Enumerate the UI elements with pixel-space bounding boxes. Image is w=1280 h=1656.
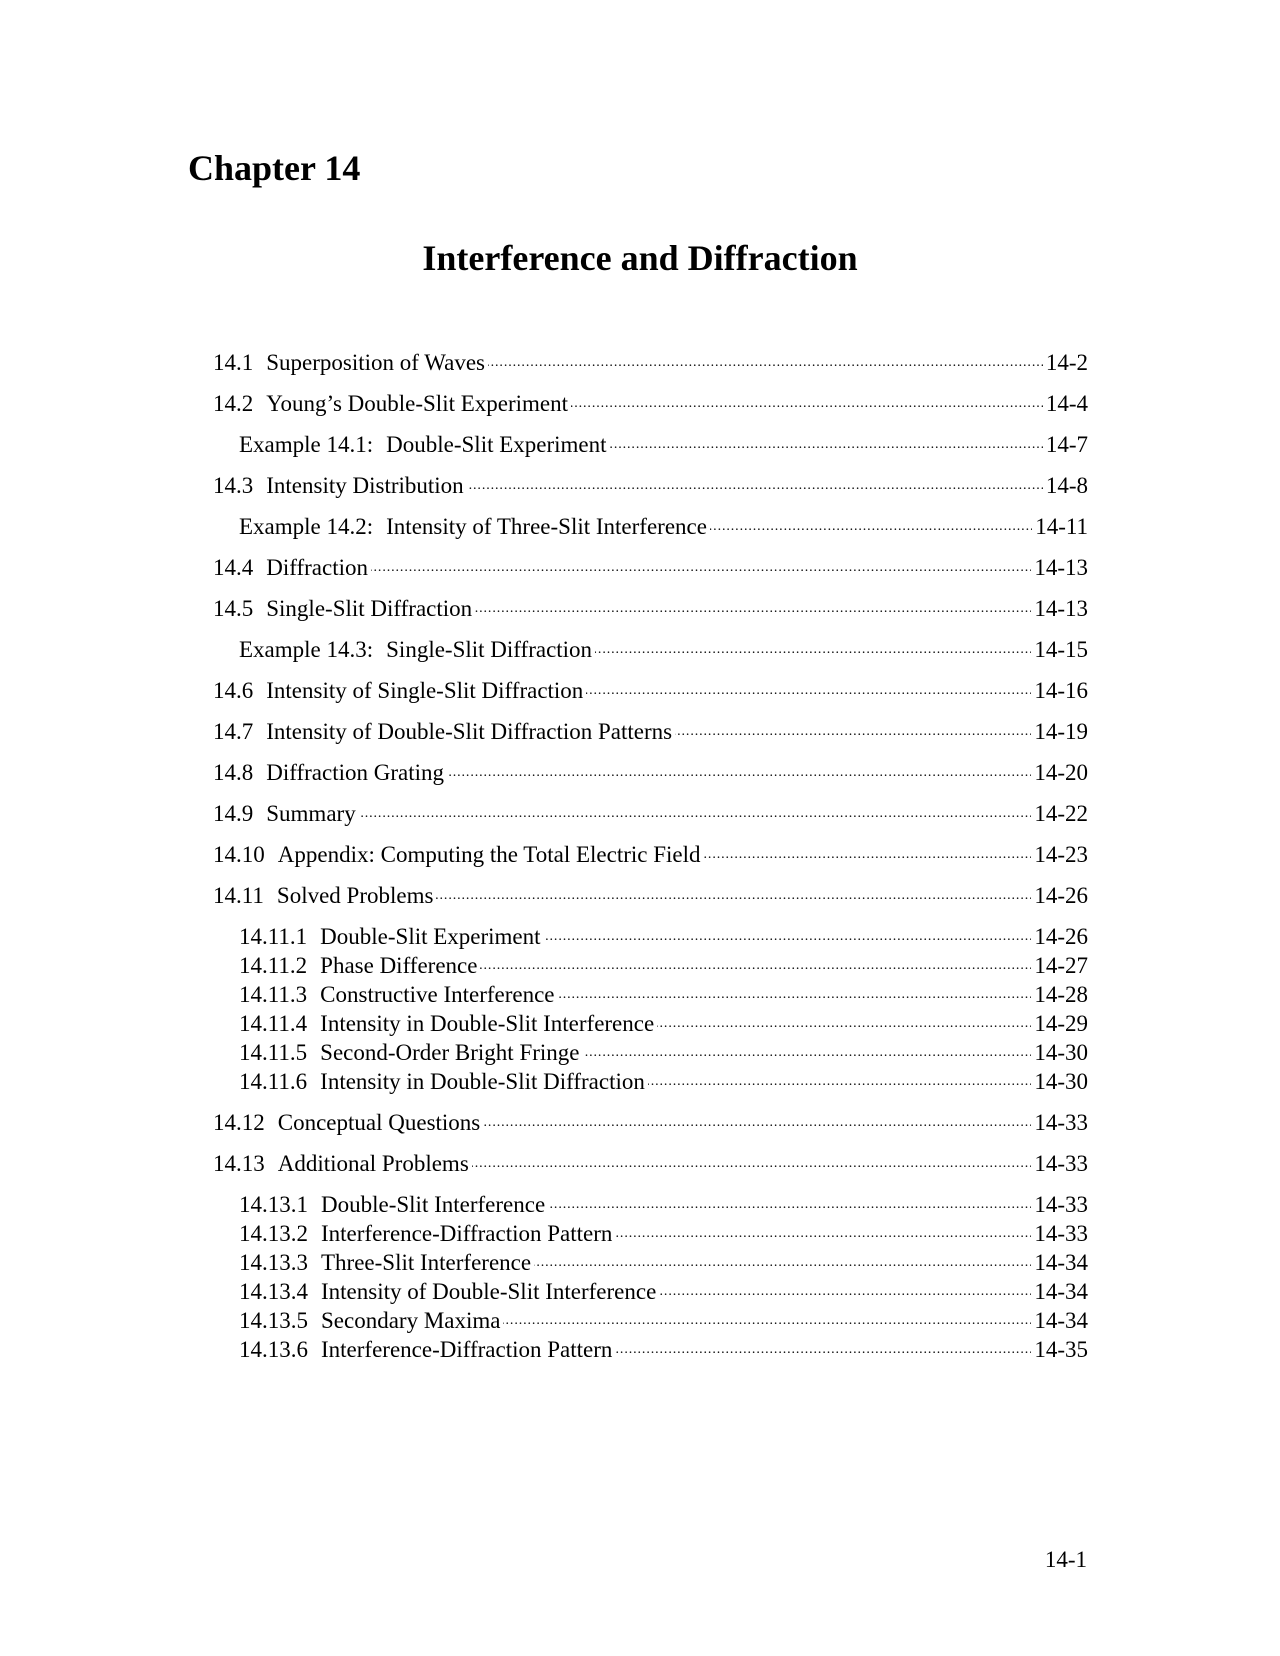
toc-entry-title: Intensity Distribution (266, 473, 464, 498)
toc-entry-title: Additional Problems (277, 1151, 469, 1176)
toc-entry[interactable] (213, 881, 1088, 910)
toc-entry-number: 14.13.5 (239, 1308, 308, 1333)
toc-entry-title: Diffraction (266, 555, 369, 580)
toc-entry[interactable] (213, 553, 1088, 582)
toc-entry-page: 14-26 (1034, 883, 1088, 908)
toc-entry-page: 14-29 (1034, 1011, 1088, 1036)
toc-entry-title: Intensity in Double-Slit Interference (320, 1011, 655, 1036)
toc-entry[interactable] (213, 430, 1088, 459)
toc-entry-title: Intensity of Single-Slit Diffraction (266, 678, 584, 703)
toc-entry-page: 14-20 (1034, 760, 1088, 785)
toc-dot-leader (475, 597, 1031, 617)
toc-dot-leader (488, 351, 1043, 371)
toc-dot-leader (571, 392, 1043, 412)
toc-entry[interactable] (213, 348, 1088, 377)
toc-entry-page: 14-33 (1034, 1110, 1088, 1135)
toc-entry-number: 14.3 (213, 473, 254, 498)
toc-entry[interactable] (213, 1038, 1088, 1067)
toc-entry[interactable] (213, 1149, 1088, 1178)
toc-entry-title: Intensity of Double-Slit Interference (321, 1279, 657, 1304)
toc-entry-title: Double-Slit Experiment (320, 924, 541, 949)
toc-dot-leader (447, 761, 1031, 781)
toc-entry-page: 14-15 (1034, 637, 1088, 662)
toc-entry-number: 14.11.4 (239, 1011, 308, 1036)
toc-entry-title: Second-Order Bright Fringe (320, 1040, 580, 1065)
toc-entry[interactable] (213, 1306, 1088, 1335)
toc-dot-leader (558, 983, 1032, 1003)
toc-entry-page: 14-8 (1045, 473, 1088, 498)
toc-dot-leader (704, 843, 1032, 863)
toc-entry[interactable] (213, 1248, 1088, 1277)
toc-entry-number: 14.13 (213, 1151, 265, 1176)
toc-entry-number: 14.11.5 (239, 1040, 308, 1065)
toc-entry[interactable] (213, 676, 1088, 705)
toc-entry[interactable] (213, 1190, 1088, 1219)
toc-entry-page: 14-33 (1034, 1221, 1088, 1246)
toc-dot-leader (534, 1251, 1031, 1271)
toc-entry-number: 14.13.1 (239, 1192, 308, 1217)
toc-entry-number: Example 14.2: (239, 514, 374, 539)
toc-entry[interactable] (213, 471, 1088, 500)
toc-entry-title: Secondary Maxima (321, 1308, 501, 1333)
toc-entry-page: 14-33 (1034, 1192, 1088, 1217)
toc-dot-leader (675, 720, 1031, 740)
toc-entry-page: 14-34 (1034, 1279, 1088, 1304)
toc-dot-leader (467, 474, 1043, 494)
toc-dot-leader (436, 884, 1031, 904)
toc-entry-page: 14-30 (1034, 1040, 1088, 1065)
toc-entry-number: 14.11 (213, 883, 264, 908)
toc-entry[interactable] (213, 1108, 1088, 1137)
toc-dot-leader (371, 556, 1031, 576)
toc-entry-page: 14-26 (1034, 924, 1088, 949)
toc-dot-leader (615, 1222, 1031, 1242)
toc-entry-page: 14-4 (1045, 391, 1088, 416)
toc-entry-title: Intensity of Three-Slit Interference (386, 514, 707, 539)
toc-entry-page: 14-34 (1034, 1250, 1088, 1275)
toc-entry-page: 14-28 (1034, 982, 1088, 1007)
chapter-title-text: Interference and Diffraction (422, 238, 858, 278)
toc-entry[interactable] (213, 1277, 1088, 1306)
toc-entry-number: 14.11.3 (239, 982, 308, 1007)
chapter-title (0, 240, 1280, 276)
toc-dot-leader (480, 954, 1031, 974)
toc-entry-page: 14-11 (1035, 514, 1088, 539)
toc-entry-page: 14-22 (1034, 801, 1088, 826)
toc-entry[interactable] (213, 799, 1088, 828)
toc-entry[interactable] (213, 980, 1088, 1009)
toc-entry-number: 14.7 (213, 719, 254, 744)
toc-entry[interactable] (213, 594, 1088, 623)
toc-dot-leader (710, 515, 1032, 535)
toc-entry[interactable] (213, 635, 1088, 664)
toc-entry-page: 14-27 (1034, 953, 1088, 978)
toc-dot-leader (583, 1041, 1032, 1061)
toc-dot-leader (615, 1338, 1031, 1358)
toc-dot-leader (595, 638, 1031, 658)
toc-entry-number: 14.13.2 (239, 1221, 308, 1246)
toc-entry[interactable] (213, 1009, 1088, 1038)
toc-entry[interactable] (213, 951, 1088, 980)
toc-entry-title: Double-Slit Interference (321, 1192, 546, 1217)
toc-entry-title: Solved Problems (276, 883, 434, 908)
toc-entry-title: Young’s Double-Slit Experiment (266, 391, 569, 416)
table-of-contents (213, 348, 1088, 1364)
toc-entry-number: 14.2 (213, 391, 254, 416)
toc-entry-number: 14.4 (213, 555, 254, 580)
toc-dot-leader (503, 1309, 1031, 1329)
toc-entry-number: 14.11.1 (239, 924, 308, 949)
toc-dot-leader (548, 1193, 1031, 1213)
toc-dot-leader (648, 1070, 1031, 1090)
toc-entry-number: 14.13.4 (239, 1279, 308, 1304)
toc-entry-title: Single-Slit Diffraction (266, 596, 473, 621)
toc-entry-title: Single-Slit Diffraction (386, 637, 593, 662)
toc-dot-leader (610, 433, 1043, 453)
toc-entry-page: 14-2 (1045, 350, 1088, 375)
toc-dot-leader (483, 1111, 1031, 1131)
toc-entry-number: 14.1 (213, 350, 254, 375)
toc-entry-number: 14.6 (213, 678, 254, 703)
toc-entry-number: 14.12 (213, 1110, 265, 1135)
chapter-label: Chapter 14 (188, 148, 361, 188)
toc-entry[interactable] (213, 512, 1088, 541)
toc-dot-leader (472, 1152, 1032, 1172)
toc-entry-title: Conceptual Questions (277, 1110, 481, 1135)
toc-entry-number: Example 14.3: (239, 637, 374, 662)
toc-entry-title: Intensity in Double-Slit Diffraction (320, 1069, 645, 1094)
toc-entry[interactable] (213, 922, 1088, 951)
toc-dot-leader (657, 1012, 1031, 1032)
toc-entry-page: 14-7 (1045, 432, 1088, 457)
toc-entry[interactable] (213, 758, 1088, 787)
toc-entry-number: 14.9 (213, 801, 254, 826)
toc-entry-title: Appendix: Computing the Total Electric Field (277, 842, 701, 867)
toc-entry-title: Superposition of Waves (266, 350, 486, 375)
toc-entry[interactable] (213, 717, 1088, 746)
toc-entry-page: 14-13 (1034, 596, 1088, 621)
toc-entry[interactable] (213, 1219, 1088, 1248)
page-number: 14-1 (1044, 1547, 1087, 1572)
toc-entry-number: 14.11.2 (239, 953, 308, 978)
toc-entry-number: Example 14.1: (239, 432, 374, 457)
toc-entry-title: Double-Slit Experiment (386, 432, 607, 457)
toc-entry-page: 14-19 (1034, 719, 1088, 744)
toc-entry-number: 14.10 (213, 842, 265, 867)
toc-entry-number: 14.13.3 (239, 1250, 308, 1275)
toc-entry-number: 14.13.6 (239, 1337, 308, 1362)
toc-dot-leader (544, 925, 1032, 945)
toc-entry[interactable] (213, 389, 1088, 418)
toc-entry-number: 14.11.6 (239, 1069, 308, 1094)
toc-entry-title: Diffraction Grating (266, 760, 445, 785)
toc-entry-page: 14-30 (1034, 1069, 1088, 1094)
toc-entry-title: Intensity of Double-Slit Diffraction Patterns (266, 719, 673, 744)
toc-entry-page: 14-33 (1034, 1151, 1088, 1176)
toc-entry-page: 14-34 (1034, 1308, 1088, 1333)
toc-entry-title: Three-Slit Interference (321, 1250, 532, 1275)
toc-entry-number: 14.5 (213, 596, 254, 621)
toc-entry-page: 14-16 (1034, 678, 1088, 703)
toc-entry-title: Constructive Interference (320, 982, 555, 1007)
toc-entry[interactable] (213, 1335, 1088, 1364)
toc-entry[interactable] (213, 1067, 1088, 1096)
toc-entry-page: 14-13 (1034, 555, 1088, 580)
toc-entry-page: 14-23 (1034, 842, 1088, 867)
toc-entry-title: Interference-Diffraction Pattern (321, 1337, 613, 1362)
toc-entry-title: Summary (266, 801, 356, 826)
toc-entry-page: 14-35 (1034, 1337, 1088, 1362)
toc-entry[interactable] (213, 840, 1088, 869)
toc-dot-leader (659, 1280, 1031, 1300)
toc-entry-number: 14.8 (213, 760, 254, 785)
toc-entry-title: Interference-Diffraction Pattern (321, 1221, 613, 1246)
toc-dot-leader (359, 802, 1032, 822)
toc-entry-title: Phase Difference (320, 953, 478, 978)
toc-dot-leader (586, 679, 1031, 699)
